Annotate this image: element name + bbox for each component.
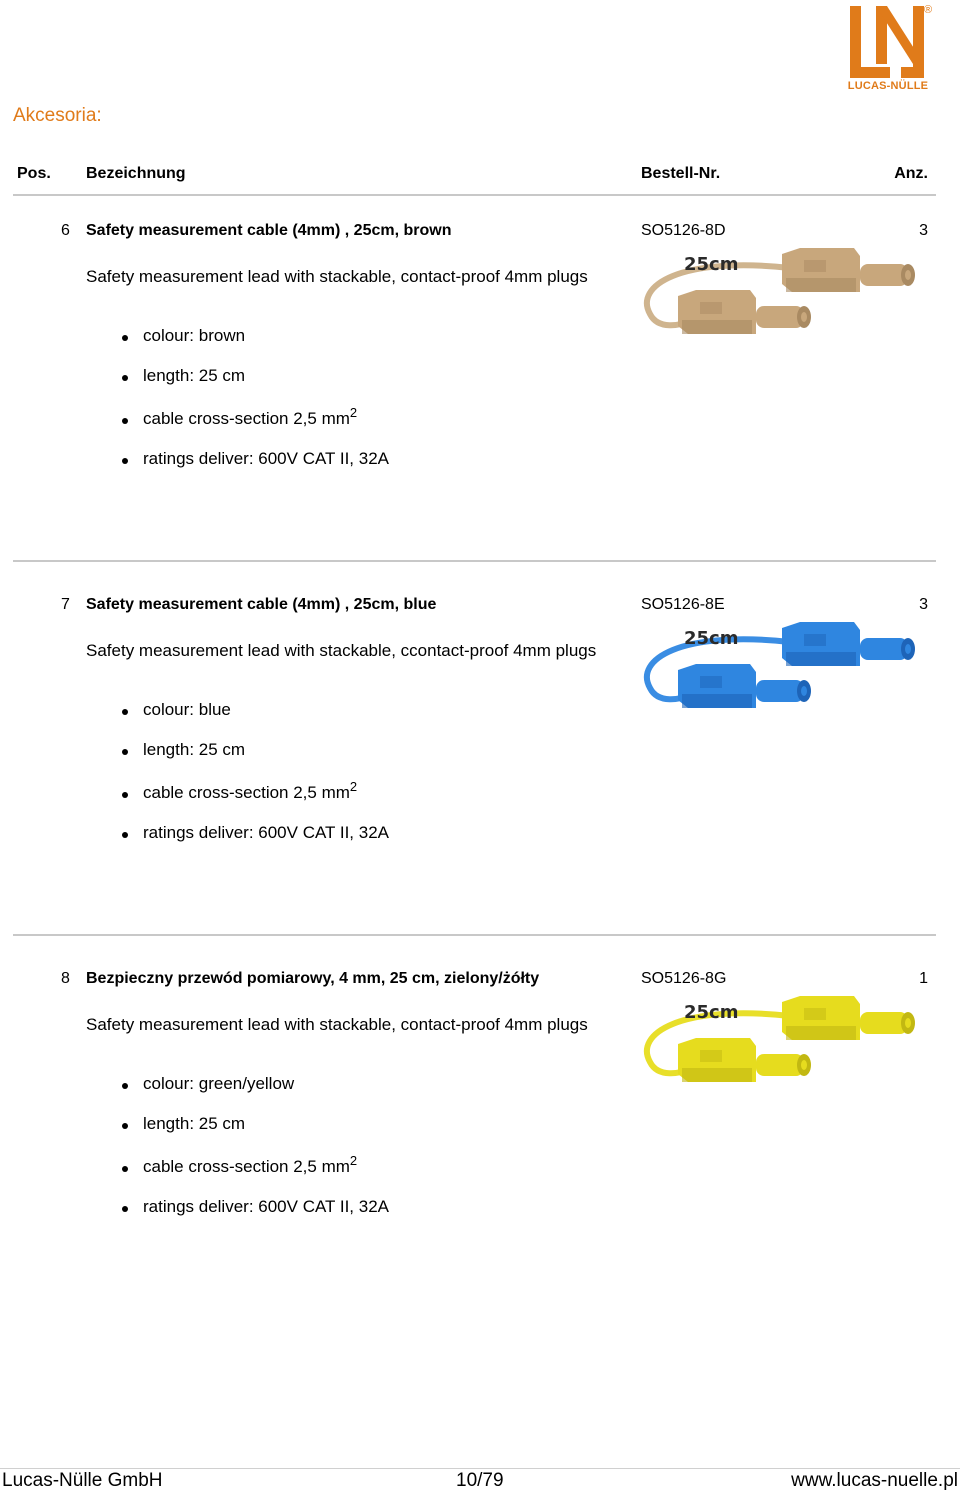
footer-website: www.lucas-nuelle.pl: [791, 1470, 958, 1491]
item-row: [0, 596, 960, 966]
item-pos: 6: [61, 222, 70, 239]
item-description: Safety measurement lead with stackable, contact-proof 4mm plugs: [86, 267, 588, 286]
spec-ratings: ratings deliver: 600V CAT II, 32A: [120, 1197, 389, 1237]
cable-image: [640, 620, 916, 724]
spec-list: [120, 700, 389, 863]
length-label: 25cm: [684, 254, 739, 275]
item-name: Safety measurement cable (4mm) , 25cm, brown: [86, 222, 452, 239]
cable-illustration: [647, 622, 915, 708]
item-quantity: 1: [919, 970, 928, 987]
item-description: Safety measurement lead with stackable, contact-proof 4mm plugs: [86, 1015, 588, 1034]
spec-cross-section: cable cross-section 2,5 $mm^2$: [120, 780, 389, 823]
item-name: Bezpieczny przewód pomiarowy, 4 mm, 25 cm, zielony/żółty: [86, 970, 540, 987]
plug-lower: [678, 290, 811, 334]
footer-company: Lucas-Nülle GmbH: [2, 1470, 163, 1491]
spec-cross-section: cable cross-section 2,5 $mm^2$: [120, 406, 389, 449]
item-pos: 8: [61, 970, 70, 987]
cable-illustration: [647, 248, 915, 334]
item-name: Safety measurement cable (4mm) , 25cm, blue: [86, 596, 437, 613]
item-divider: [13, 934, 936, 936]
spec-ratings: ratings deliver: 600V CAT II, 32A: [120, 449, 389, 489]
spec-ratings: ratings deliver: 600V CAT II, 32A: [120, 823, 389, 863]
logo-wordmark: LUCAS-NÜLLE: [847, 80, 929, 92]
header-name: Bezeichnung: [86, 165, 186, 182]
header-order-number: Bestell-Nr.: [641, 165, 721, 182]
footer-divider: [0, 1468, 960, 1469]
spec-list: [120, 1074, 389, 1237]
spec-cross-section: cable cross-section 2,5 $mm^2$: [120, 1154, 389, 1197]
item-row: [0, 970, 960, 1340]
spec-list: [120, 326, 389, 489]
header-pos: Pos.: [17, 165, 51, 182]
item-pos: 7: [61, 596, 70, 613]
spec-length: length: 25 cm: [120, 740, 389, 780]
item-divider: [13, 560, 936, 562]
length-label: 25cm: [684, 628, 739, 649]
item-description: Safety measurement lead with stackable, ccontact-proof 4mm plugs: [86, 641, 597, 660]
item-row: [0, 222, 960, 592]
plug-lower: [678, 1038, 811, 1082]
length-label: 25cm: [684, 1002, 739, 1023]
section-title: Akcesoria:: [13, 105, 102, 126]
registered-mark: ®: [924, 4, 933, 16]
ln-logo-icon: [846, 4, 933, 82]
plug-lower: [678, 664, 811, 708]
spec-colour: colour: blue: [120, 700, 389, 740]
cable-image: [640, 994, 916, 1098]
spec-colour: colour: green/yellow: [120, 1074, 389, 1114]
item-quantity: 3: [919, 222, 928, 239]
cable-image: [640, 246, 916, 350]
item-order-number: SO5126-8E: [641, 596, 725, 613]
item-order-number: SO5126-8D: [641, 222, 726, 239]
header-divider: [13, 194, 936, 196]
plug-upper: [782, 622, 915, 666]
item-order-number: SO5126-8G: [641, 970, 727, 987]
item-quantity: 3: [919, 596, 928, 613]
footer-page-number: 10/79: [456, 1470, 504, 1491]
plug-upper: [782, 248, 915, 292]
spec-colour: colour: brown: [120, 326, 389, 366]
header-quantity: Anz.: [894, 165, 928, 182]
plug-upper: [782, 996, 915, 1040]
spec-length: length: 25 cm: [120, 1114, 389, 1154]
spec-length: length: 25 cm: [120, 366, 389, 406]
cable-illustration: [647, 996, 915, 1082]
